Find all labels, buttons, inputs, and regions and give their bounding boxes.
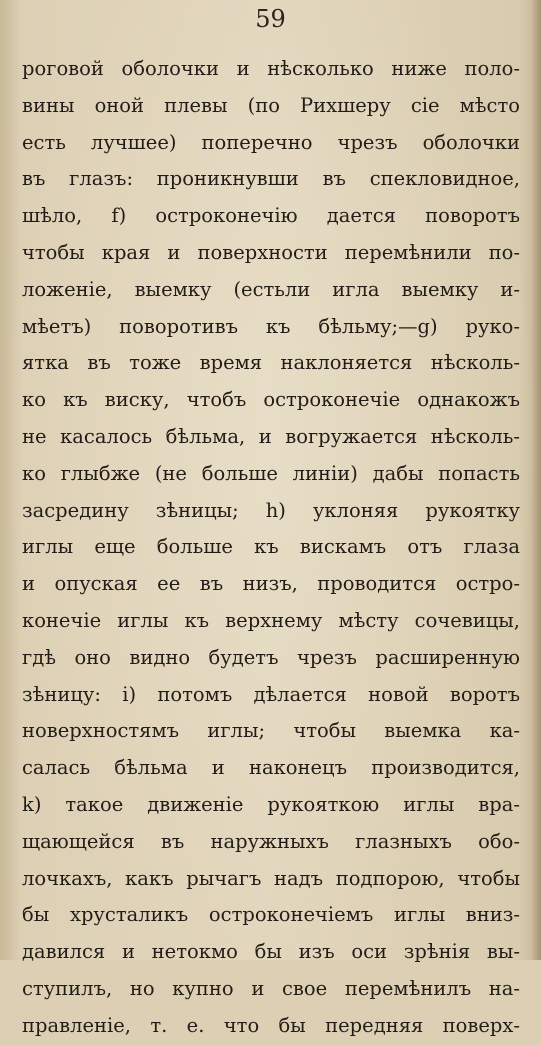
page-edge-shadow <box>531 0 541 960</box>
page-number: 59 <box>255 5 286 33</box>
text-line: салась бѣльма и наконецъ производится, <box>22 756 520 780</box>
text-line: вины оной плевы (по Рихшеру сіе мѣсто <box>22 93 520 117</box>
text-line: чтобы края и поверхности перемѣнили по- <box>22 240 520 264</box>
text-line: ко глыбже (не больше линіи) дабы попасть <box>22 461 520 485</box>
text-line: гдѣ оно видно будетъ чрезъ расширенную <box>22 645 520 669</box>
text-line: ложеніе, выемку (естьли игла выемку и- <box>22 277 520 301</box>
text-line: ступилъ, но купно и свое перемѣнилъ на- <box>22 976 520 1000</box>
text-line: мѣетъ) поворотивъ къ бѣльму;—g) руко- <box>22 314 520 338</box>
text-line: лочкахъ, какъ рычагъ надъ подпорою, чтобы <box>22 866 520 890</box>
text-line: ко къ виску, чтобъ остроконечіе однакожъ <box>22 388 520 412</box>
body-text <box>22 51 520 1045</box>
text-line: и опуская ее въ низъ, проводится остро- <box>22 572 520 596</box>
text-line: въ глазъ: проникнувши въ спекловидное, <box>22 167 520 191</box>
text-line: k) такое движеніе рукояткою иглы вра- <box>22 792 520 816</box>
text-line: иглы еще больше къ вискамъ отъ глаза <box>22 535 520 559</box>
text-line: конечіе иглы къ верхнему мѣсту сочевицы, <box>22 608 520 632</box>
text-line: бы хрусталикъ остроконечіемъ иглы вниз- <box>22 903 520 927</box>
text-line: давился и нетокмо бы изъ оси зрѣнія вы- <box>22 940 520 964</box>
text-line: ятка въ тоже время наклоняется нѣсколь- <box>22 351 520 375</box>
text-line: есть лучшее) поперечно чрезъ оболочки <box>22 130 520 154</box>
text-line: новерхностямъ иглы; чтобы выемка ка- <box>22 719 520 743</box>
text-line: роговой оболочки и нѣсколько ниже поло- <box>22 57 520 80</box>
text-line: правленіе, т. е. что бы передняя поверх- <box>22 1013 520 1037</box>
text-line: щающейся въ наружныхъ глазныхъ обо- <box>22 829 520 853</box>
text-line: шѣло, f) остроконечію дается поворотъ <box>22 204 520 228</box>
text-line: зѣницу: i) потомъ дѣлается новой воротъ <box>22 682 520 706</box>
text-line: не касалось бѣльма, и вогружается нѣсколь- <box>22 424 520 448</box>
text-line: засредину зѣницы; h) уклоняя рукоятку <box>22 498 520 522</box>
